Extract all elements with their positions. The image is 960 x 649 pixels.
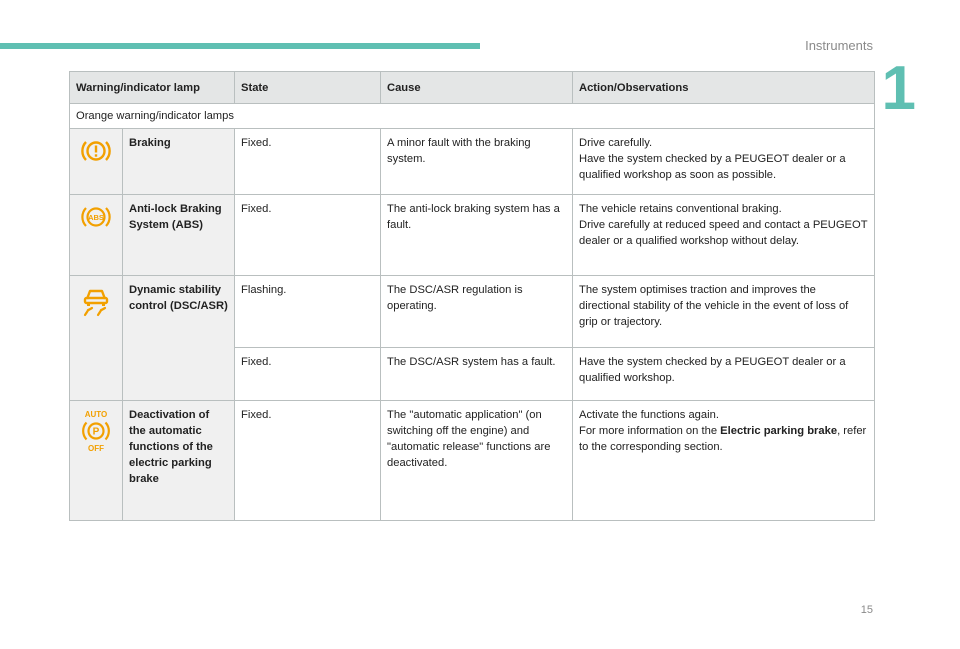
action-line: Have the system checked by a PEUGEOT dealer or a qualified workshop as soon as possible. — [579, 153, 846, 181]
lamp-action — [573, 195, 875, 276]
lamp-action — [573, 129, 875, 195]
auto-icon-text: AUTO — [84, 410, 108, 419]
lamp-name: Dynamic stability control (DSC/ASR) — [123, 276, 235, 401]
braking-warning-icon — [80, 156, 112, 168]
abs-icon-text: ABS — [88, 212, 104, 222]
table-header-row — [70, 72, 875, 104]
lamp-cause: The DSC/ASR regulation is operating. — [381, 276, 573, 348]
column-header: Warning/indicator lamp — [70, 72, 235, 104]
parking-brake-auto-off-icon — [78, 410, 114, 456]
lamp-name: Anti-lock Braking System (ABS) — [123, 195, 235, 276]
chapter-number: 1 — [881, 54, 916, 123]
action-text: For more information on the — [579, 425, 721, 437]
top-accent-bar — [0, 43, 480, 49]
lamp-state: Fixed. — [235, 129, 381, 195]
lamp-action: Have the system checked by a PEUGEOT dealer or a qualified workshop. — [573, 348, 875, 401]
lamp-icon-cell — [70, 401, 123, 521]
warning-lamps-table — [69, 71, 875, 521]
table-row — [70, 195, 875, 276]
action-text: , refer to the corresponding section. — [579, 425, 867, 453]
lamp-icon-cell — [70, 129, 123, 195]
lamp-state: Fixed. — [235, 348, 381, 401]
table-row — [70, 401, 875, 521]
page-number: 15 — [860, 604, 873, 616]
lamp-name: Braking — [123, 129, 235, 195]
lamp-state: Fixed. — [235, 195, 381, 276]
lamp-cause: A minor fault with the braking system. — [381, 129, 573, 195]
cross-reference: Electric parking brake — [720, 425, 838, 437]
lamp-cause: The DSC/ASR system has a fault. — [381, 348, 573, 401]
lamp-icon-cell — [70, 195, 123, 276]
dsc-asr-warning-icon — [79, 309, 113, 321]
column-header: Action/Observations — [573, 72, 875, 104]
lamp-action — [573, 401, 875, 521]
action-line: Activate the functions again. — [579, 409, 719, 421]
abs-warning-icon — [80, 212, 112, 234]
column-header: State — [235, 72, 381, 104]
action-line: The vehicle retains conventional braking. — [579, 203, 782, 215]
action-line: Drive carefully. — [579, 137, 653, 149]
action-line: Drive carefully at reduced speed and contact a PEUGEOT dealer or a qualified workshop without delay. — [579, 219, 868, 247]
table-row — [70, 129, 875, 195]
lamp-state: Flashing. — [235, 276, 381, 348]
action-line — [579, 423, 868, 455]
column-header: Cause — [381, 72, 573, 104]
section-title: Instruments — [805, 38, 873, 53]
group-row — [70, 104, 875, 129]
table-row — [70, 276, 875, 348]
lamp-name: Deactivation of the automatic functions of the electric parking brake — [123, 401, 235, 521]
lamp-state: Fixed. — [235, 401, 381, 521]
lamp-action: The system optimises traction and improves the directional stability of the vehicle in the event of loss of grip or trajectory. — [573, 276, 875, 348]
off-icon-text: OFF — [88, 444, 104, 453]
p-icon-text: P — [92, 426, 100, 438]
lamp-cause: The anti-lock braking system has a fault. — [381, 195, 573, 276]
lamp-icon-cell — [70, 276, 123, 401]
group-label: Orange warning/indicator lamps — [70, 104, 875, 129]
lamp-cause: The "automatic application" (on switching off the engine) and "automatic release" functions are deactivated. — [381, 401, 573, 521]
